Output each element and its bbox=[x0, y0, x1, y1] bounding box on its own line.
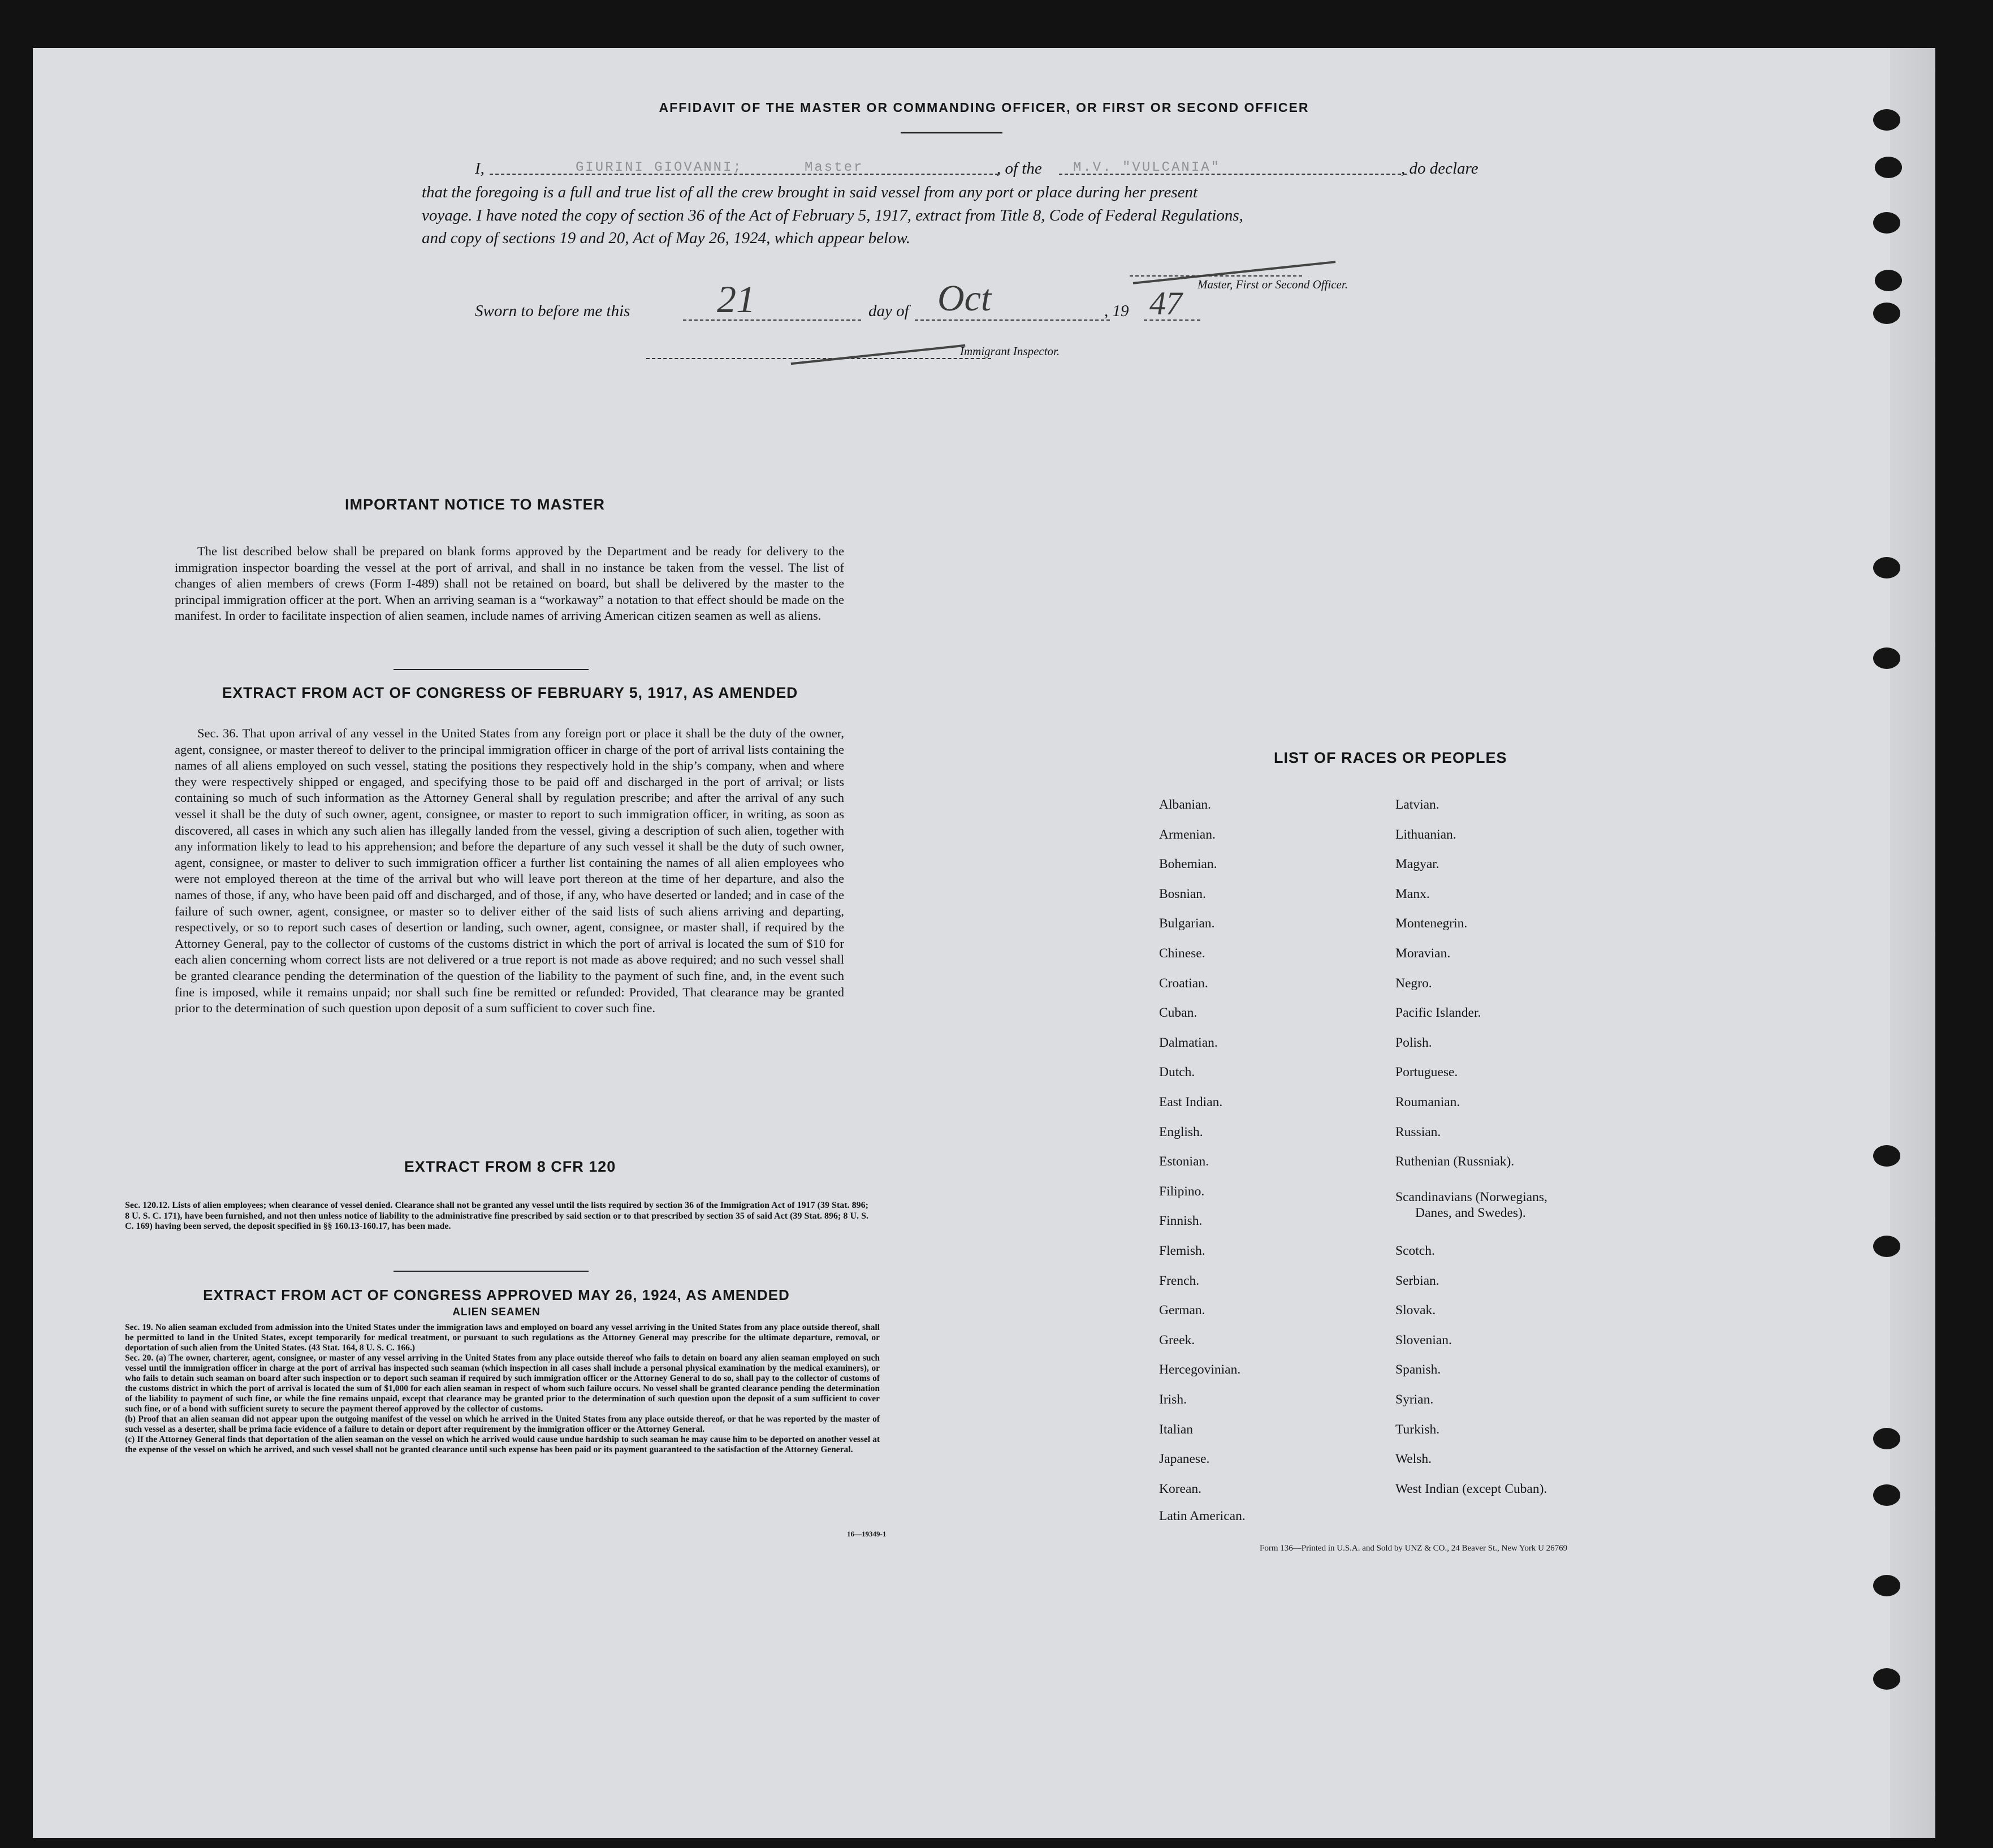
race-item: Latvian. bbox=[1395, 797, 1439, 812]
year-prefix: , 19 bbox=[1104, 302, 1129, 320]
race-item: Filipino. bbox=[1159, 1184, 1205, 1199]
race-item: French. bbox=[1159, 1273, 1200, 1288]
race-item: Croatian. bbox=[1159, 975, 1208, 991]
race-item: Turkish. bbox=[1395, 1422, 1440, 1437]
signature-line bbox=[1130, 275, 1302, 277]
race-item: Dalmatian. bbox=[1159, 1035, 1218, 1050]
race-item: Cuban. bbox=[1159, 1005, 1197, 1021]
race-item: Flemish. bbox=[1159, 1243, 1205, 1258]
divider bbox=[901, 132, 1002, 133]
affidavit-text-i: I, bbox=[475, 159, 485, 178]
vessel-name: M.V. "VULCANIA" bbox=[1073, 160, 1221, 175]
race-item: Danes, and Swedes). bbox=[1415, 1205, 1526, 1220]
inspector-line bbox=[646, 358, 991, 359]
sworn-day: 21 bbox=[717, 278, 755, 321]
notice-body bbox=[175, 543, 844, 624]
extract-1917-text: Sec. 36. That upon arrival of any vessel in the United States from any foreign port or place it shall be the duty of the owner, agent, consignee, or master thereof to deliver to the principal immigration officer in charge of the port of arrival lists containing the names of all aliens employed on such vessel, stating the positions they respectively hold in the ship’s company, when and where they were respectively shipped or engaged, and specifying those to be paid off and discharged in the port of arrival; or lists containing so much of such information as the Attorney General shall by regulation prescribe; and after the arrival of any such vessel it shall be the duty of such owner, agent, consignee, or master to report to such immigration officer, in writing, as soon as discovered, all cases in which any such alien has illegally landed from the vessel, giving a description of such alien, together with any information likely to lead to his apprehension; and before the departure of any such vessel it shall be the duty of such owner, agent, consignee, or master to deliver to such immigration officer a further list containing the names of all alien employees who were not employed thereon at the time of the arrival but who will leave port thereon at the time of her departure, and also the names of those, if any, who have been paid off and discharged, and of those, if any, who have deserted or landed; and in case of the failure of such owner, agent, consignee, or master so to deliver either of the said lists of such aliens arriving and departing, respectively, or so to report such cases of desertion or landing, such owner, agent, consignee, or master shall, if required by the Attorney General, pay to the collector of customs of the customs district in which the port of arrival is located the sum of $10 for each alien concerning whom correct lists are not delivered or a true report is not made as above required; and no such vessel shall be granted clearance pending the determination of the question of the liability to the payment of such fine, and, in the event such fine is imposed, while it remains unpaid; nor shall such fine be remitted or refunded: Provided, That clearance may be granted prior to the determination of such question upon deposit of a sum sufficient to cover such fine. bbox=[175, 726, 844, 1016]
document-page bbox=[33, 48, 1935, 1838]
extract-1924-subtitle: ALIEN SEAMEN bbox=[452, 1306, 541, 1318]
race-item: Spanish. bbox=[1395, 1362, 1441, 1378]
binder-hole bbox=[1873, 1575, 1900, 1596]
race-item: Lithuanian. bbox=[1395, 827, 1456, 842]
binder-hole bbox=[1873, 303, 1900, 324]
extract-cfr-body bbox=[125, 1201, 868, 1232]
race-item: Manx. bbox=[1395, 886, 1430, 901]
race-item: Italian bbox=[1159, 1422, 1194, 1437]
inspector-signature bbox=[791, 344, 966, 365]
binder-hole bbox=[1873, 1236, 1900, 1257]
section-20c-text: (c) If the Attorney General finds that deportation of the alien seaman on the vessel on which he arrived would cause undue hardship to such seaman he may cause him to be deported on another vessel at the expense of the vessel on which he arrived, and such vessel shall not be granted clearance until such expense has been paid or its payment guaranteed to the satisfaction of the Attorney General. bbox=[125, 1435, 880, 1454]
master-title: Master bbox=[805, 160, 864, 175]
race-item: Armenian. bbox=[1159, 827, 1216, 842]
section-20b bbox=[125, 1414, 880, 1435]
section-20a bbox=[125, 1353, 880, 1414]
divider bbox=[394, 669, 589, 670]
races-title: LIST OF RACES OR PEOPLES bbox=[1274, 749, 1507, 766]
race-item: Welsh. bbox=[1395, 1452, 1432, 1467]
extract-1924-title: EXTRACT FROM ACT OF CONGRESS APPROVED MAY 26, 1924, AS AMENDED bbox=[203, 1286, 790, 1303]
race-item: Pacific Islander. bbox=[1395, 1005, 1481, 1021]
form-code: 16—19349-1 bbox=[847, 1530, 887, 1538]
race-item: Russian. bbox=[1395, 1124, 1441, 1139]
affidavit-title: AFFIDAVIT OF THE MASTER OR COMMANDING OFFICER, OR FIRST OR SECOND OFFICER bbox=[659, 100, 1309, 115]
affidavit-line-2: that the foregoing is a full and true list of all the crew brought in said vessel from any port or place during her present bbox=[422, 183, 1198, 201]
master-name-line bbox=[490, 174, 998, 175]
binder-hole bbox=[1873, 1668, 1900, 1690]
race-item: Bulgarian. bbox=[1159, 916, 1215, 931]
race-item: Bosnian. bbox=[1159, 886, 1206, 901]
extract-1917-body bbox=[175, 726, 844, 1017]
sworn-year: 47 bbox=[1149, 285, 1182, 322]
master-name: GIURINI GIOVANNI; bbox=[576, 160, 743, 175]
extract-1924-body bbox=[125, 1323, 880, 1455]
inspector-caption: Immigrant Inspector. bbox=[960, 344, 1060, 358]
extract-cfr-text: Sec. 120.12. Lists of alien employees; when clearance of vessel denied. Clearance shall not be granted any vessel until the lists required by section 36 of the Immigration Act of 1917 (39 Stat. 896; 8 U. S. C. 171), have been furnished, and not then unless notice of liability to the administrative fine prescribed by said section or to that prescribed by section 35 of said Act (39 Stat. 896; 8 U. S. C. 169) having been served, the deposit specified in §§ 160.13-160.17, has been made. bbox=[125, 1201, 868, 1231]
race-item: Slovak. bbox=[1395, 1303, 1436, 1318]
race-item: Bohemian. bbox=[1159, 857, 1217, 872]
sworn-text: Sworn to before me this bbox=[475, 302, 630, 320]
race-item: Ruthenian (Russniak). bbox=[1395, 1154, 1515, 1169]
sworn-month: Oct bbox=[937, 278, 992, 319]
race-item: Syrian. bbox=[1395, 1392, 1434, 1407]
binder-hole bbox=[1873, 1484, 1900, 1506]
section-20b-text: (b) Proof that an alien seaman did not appear upon the outgoing manifest of the vessel on which he arrived in the United States from any place outside thereof, or that he was reported by the master of such vessel as a deserter, shall be prima facie evidence of a failure to detain or deport after requirement by the immigration officer or the Attorney General. bbox=[125, 1414, 880, 1434]
day-line bbox=[683, 319, 861, 321]
section-19 bbox=[125, 1323, 880, 1353]
notice-body-text: The list described below shall be prepared on blank forms approved by the Department and be ready for delivery to the immigration inspector boarding the vessel at the port of arrival, and shall in no instance be taken from the vessel. The list of changes of alien members of crews (Form I-489) shall not be retained on board, but shall be delivered by the master to the principal immigration officer at the port. When an arriving seaman is a “workaway” a notation to that effect should be made on the manifest. In order to facilitate inspection of alien seamen, include names of arriving American citizen seamen as well as aliens. bbox=[175, 544, 844, 623]
binder-hole bbox=[1875, 270, 1902, 291]
affidavit-line-3: voyage. I have noted the copy of section 36 of the Act of February 5, 1917, extract from Title 8, Code of Federal Regulations, bbox=[422, 206, 1243, 224]
race-item: Roumanian. bbox=[1395, 1095, 1460, 1109]
binder-hole bbox=[1873, 557, 1900, 578]
race-item: East Indian. bbox=[1159, 1095, 1223, 1109]
section-19-text: Sec. 19. No alien seaman excluded from admission into the United States under the immigration laws and employed on board any vessel arriving in the United States from any place outside thereof, shall be permitted to land in the United States, except temporarily for medical treatment, or pursuant to such regulations as the Attorney General may prescribe for the ultimate departure, removal, or deportation of such alien from the United States. (43 Stat. 164, 8 U. S. C. 166.) bbox=[125, 1323, 880, 1353]
race-item: Estonian. bbox=[1159, 1154, 1209, 1169]
race-item: Magyar. bbox=[1395, 857, 1439, 872]
affidavit-line-4: and copy of sections 19 and 20, Act of May 26, 1924, which appear below. bbox=[422, 229, 910, 247]
affidavit-text-declare: , do declare bbox=[1401, 159, 1478, 178]
printer-footer: Form 136—Printed in U.S.A. and Sold by UNZ & CO., 24 Beaver St., New York U 26769 bbox=[1260, 1544, 1568, 1553]
binder-hole bbox=[1873, 1145, 1900, 1167]
race-item: Japanese. bbox=[1159, 1452, 1210, 1467]
notice-title: IMPORTANT NOTICE TO MASTER bbox=[345, 496, 605, 513]
extract-cfr-title: EXTRACT FROM 8 CFR 120 bbox=[404, 1158, 616, 1175]
race-item: Dutch. bbox=[1159, 1065, 1195, 1080]
race-item: English. bbox=[1159, 1124, 1203, 1139]
affidavit-text-of-the: , of the bbox=[997, 159, 1042, 178]
race-item: Chinese. bbox=[1159, 946, 1205, 961]
race-item: Montenegrin. bbox=[1395, 916, 1468, 931]
race-item: German. bbox=[1159, 1303, 1205, 1318]
race-item: Slovenian. bbox=[1395, 1332, 1452, 1348]
race-item: West Indian (except Cuban). bbox=[1395, 1481, 1547, 1496]
race-item: Korean. bbox=[1159, 1481, 1202, 1496]
race-item: Finnish. bbox=[1159, 1214, 1203, 1229]
binder-hole bbox=[1875, 157, 1902, 178]
section-20a-text: Sec. 20. (a) The owner, charterer, agent, consignee, or master of any vessel arriving in the United States from any place outside thereof who fails to detain on board any alien seaman employed on such vessel until the immigration officer in charge at the port of arrival has inspected such seaman (which inspection in all cases shall include a personal physical examination by the medical examiners), or who fails to detain such seaman on board after such inspection or to deport such seaman if required by such immigration officer or the Attorney General to do so, shall pay to the collector of customs of the customs district in which the port of arrival is located the sum of $1,000 for each alien seaman in respect of whom such failure occurs. No vessel shall be granted clearance pending the determination of the liability to payment of such fine, or while the fine remains unpaid, except that clearance may be granted prior to the determination of such question upon the deposit of a sum sufficient to cover such fine, or of a bond with sufficient surety to secure the payment thereof approved by the collector of customs. bbox=[125, 1353, 880, 1414]
divider bbox=[394, 1271, 589, 1272]
section-20c bbox=[125, 1435, 880, 1455]
binder-hole bbox=[1873, 1428, 1900, 1449]
race-item: Serbian. bbox=[1395, 1273, 1439, 1288]
day-of-text: day of bbox=[868, 302, 909, 320]
officer-caption: Master, First or Second Officer. bbox=[1197, 278, 1348, 291]
race-item: Greek. bbox=[1159, 1332, 1195, 1348]
binder-hole bbox=[1873, 212, 1900, 234]
race-item: Polish. bbox=[1395, 1035, 1432, 1050]
race-item: Irish. bbox=[1159, 1392, 1187, 1407]
binder-hole bbox=[1873, 647, 1900, 669]
extract-1917-title: EXTRACT FROM ACT OF CONGRESS OF FEBRUARY 5, 1917, AS AMENDED bbox=[222, 684, 798, 701]
race-item: Portuguese. bbox=[1395, 1065, 1458, 1080]
race-item: Negro. bbox=[1395, 975, 1432, 991]
race-item: Scandinavians (Norwegians, bbox=[1395, 1189, 1547, 1204]
race-item: Moravian. bbox=[1395, 946, 1451, 961]
race-item: Scotch. bbox=[1395, 1243, 1435, 1258]
race-item: Latin American. bbox=[1159, 1508, 1246, 1523]
race-item: Hercegovinian. bbox=[1159, 1362, 1241, 1378]
race-item: Albanian. bbox=[1159, 797, 1212, 812]
